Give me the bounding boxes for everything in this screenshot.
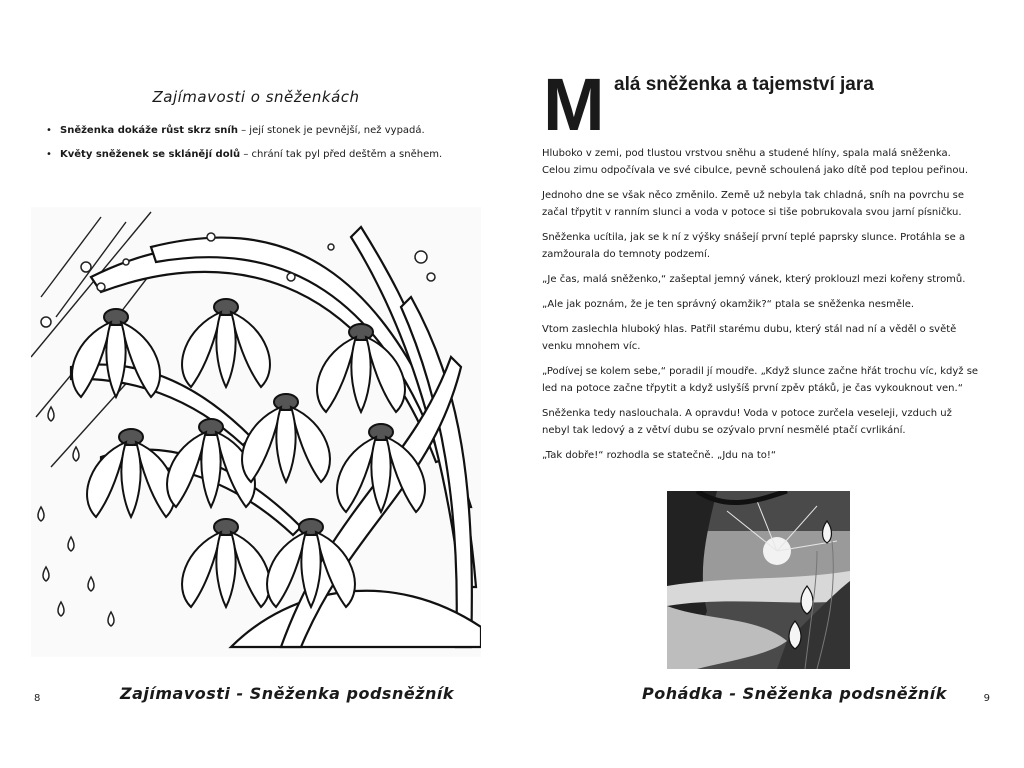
drop-cap: M xyxy=(543,63,605,146)
story-paragraph: „Ale jak poznám, že je ten správný okamžik?“ ptala se sněženka nesměle. xyxy=(542,299,915,310)
footer-title-right: Pohádka - Sněženka podsněžník xyxy=(642,684,947,703)
snowdrop-coloring-illustration xyxy=(31,207,481,657)
fact-text: – chrání tak pyl před deštěm a sněhem. xyxy=(240,149,443,160)
story-paragraph: Sněženka ucítila, jak se k ní z výšky snášejí první teplé paprsky slunce. Protáhla se a zamžourala do temnoty podzemí. xyxy=(542,232,966,260)
story-paragraph: „Tak dobře!“ rozhodla se statečně. „Jdu na to!“ xyxy=(542,450,777,461)
fact-bold: Květy sněženek se sklánějí dolů xyxy=(60,149,241,160)
fact-item xyxy=(40,148,480,162)
snowdrop-illustration-svg xyxy=(31,207,481,657)
story-title: alá sněženka a tajemství jara xyxy=(614,74,874,95)
page-number-left: 8 xyxy=(34,693,41,704)
facts-list xyxy=(40,124,480,172)
facts-title: Zajímavosti o sněženkách xyxy=(152,88,360,106)
page-number-right: 9 xyxy=(983,693,990,704)
story-paragraph: „Je čas, malá sněženko,“ zašeptal jemný vánek, který proklouzl mezi kořeny stromů. xyxy=(542,274,966,285)
story-paragraph: Sněženka tedy naslouchala. A opravdu! Voda v potoce zurčela veseleji, vzduch už nebyl tak ledový a z větví dubu se ozývalo první nesmělé ptačí cvrlikání. xyxy=(542,408,952,436)
right-page xyxy=(512,0,1024,768)
story-paragraph: Hluboko v zemi, pod tlustou vrstvou sněhu a studené hlíny, spala malá sněženka. Celou zimu odpočívala ve své cibulce, pevně schoulená jako dítě pod teplou peřinou. xyxy=(542,148,968,176)
fact-item xyxy=(40,124,480,138)
story-paragraph: „Podívej se kolem sebe,“ poradil jí moudře. „Když slunce začne hřát trochu víc, když se led na potoce začne třpytit a když uslyšíš první zpěv ptáků, je čas vykouknout ven.“ xyxy=(542,366,979,394)
story-paragraph: Vtom zaslechla hluboký hlas. Patřil starému dubu, který stál nad ní a věděl o světě venku mnohem víc. xyxy=(542,324,957,352)
fact-text: – její stonek je pevnější, než vypadá. xyxy=(237,125,425,136)
fact-bold: Sněženka dokáže růst skrz sníh xyxy=(60,125,238,136)
story-paragraph: Jednoho dne se však něco změnilo. Země už nebyla tak chladná, sníh na povrchu se začal třpytit v ranním slunci a voda v potoce si tiše pobrukovala svou jarní písničku. xyxy=(542,190,965,218)
footer-title-left: Zajímavosti - Sněženka podsněžník xyxy=(120,684,455,703)
